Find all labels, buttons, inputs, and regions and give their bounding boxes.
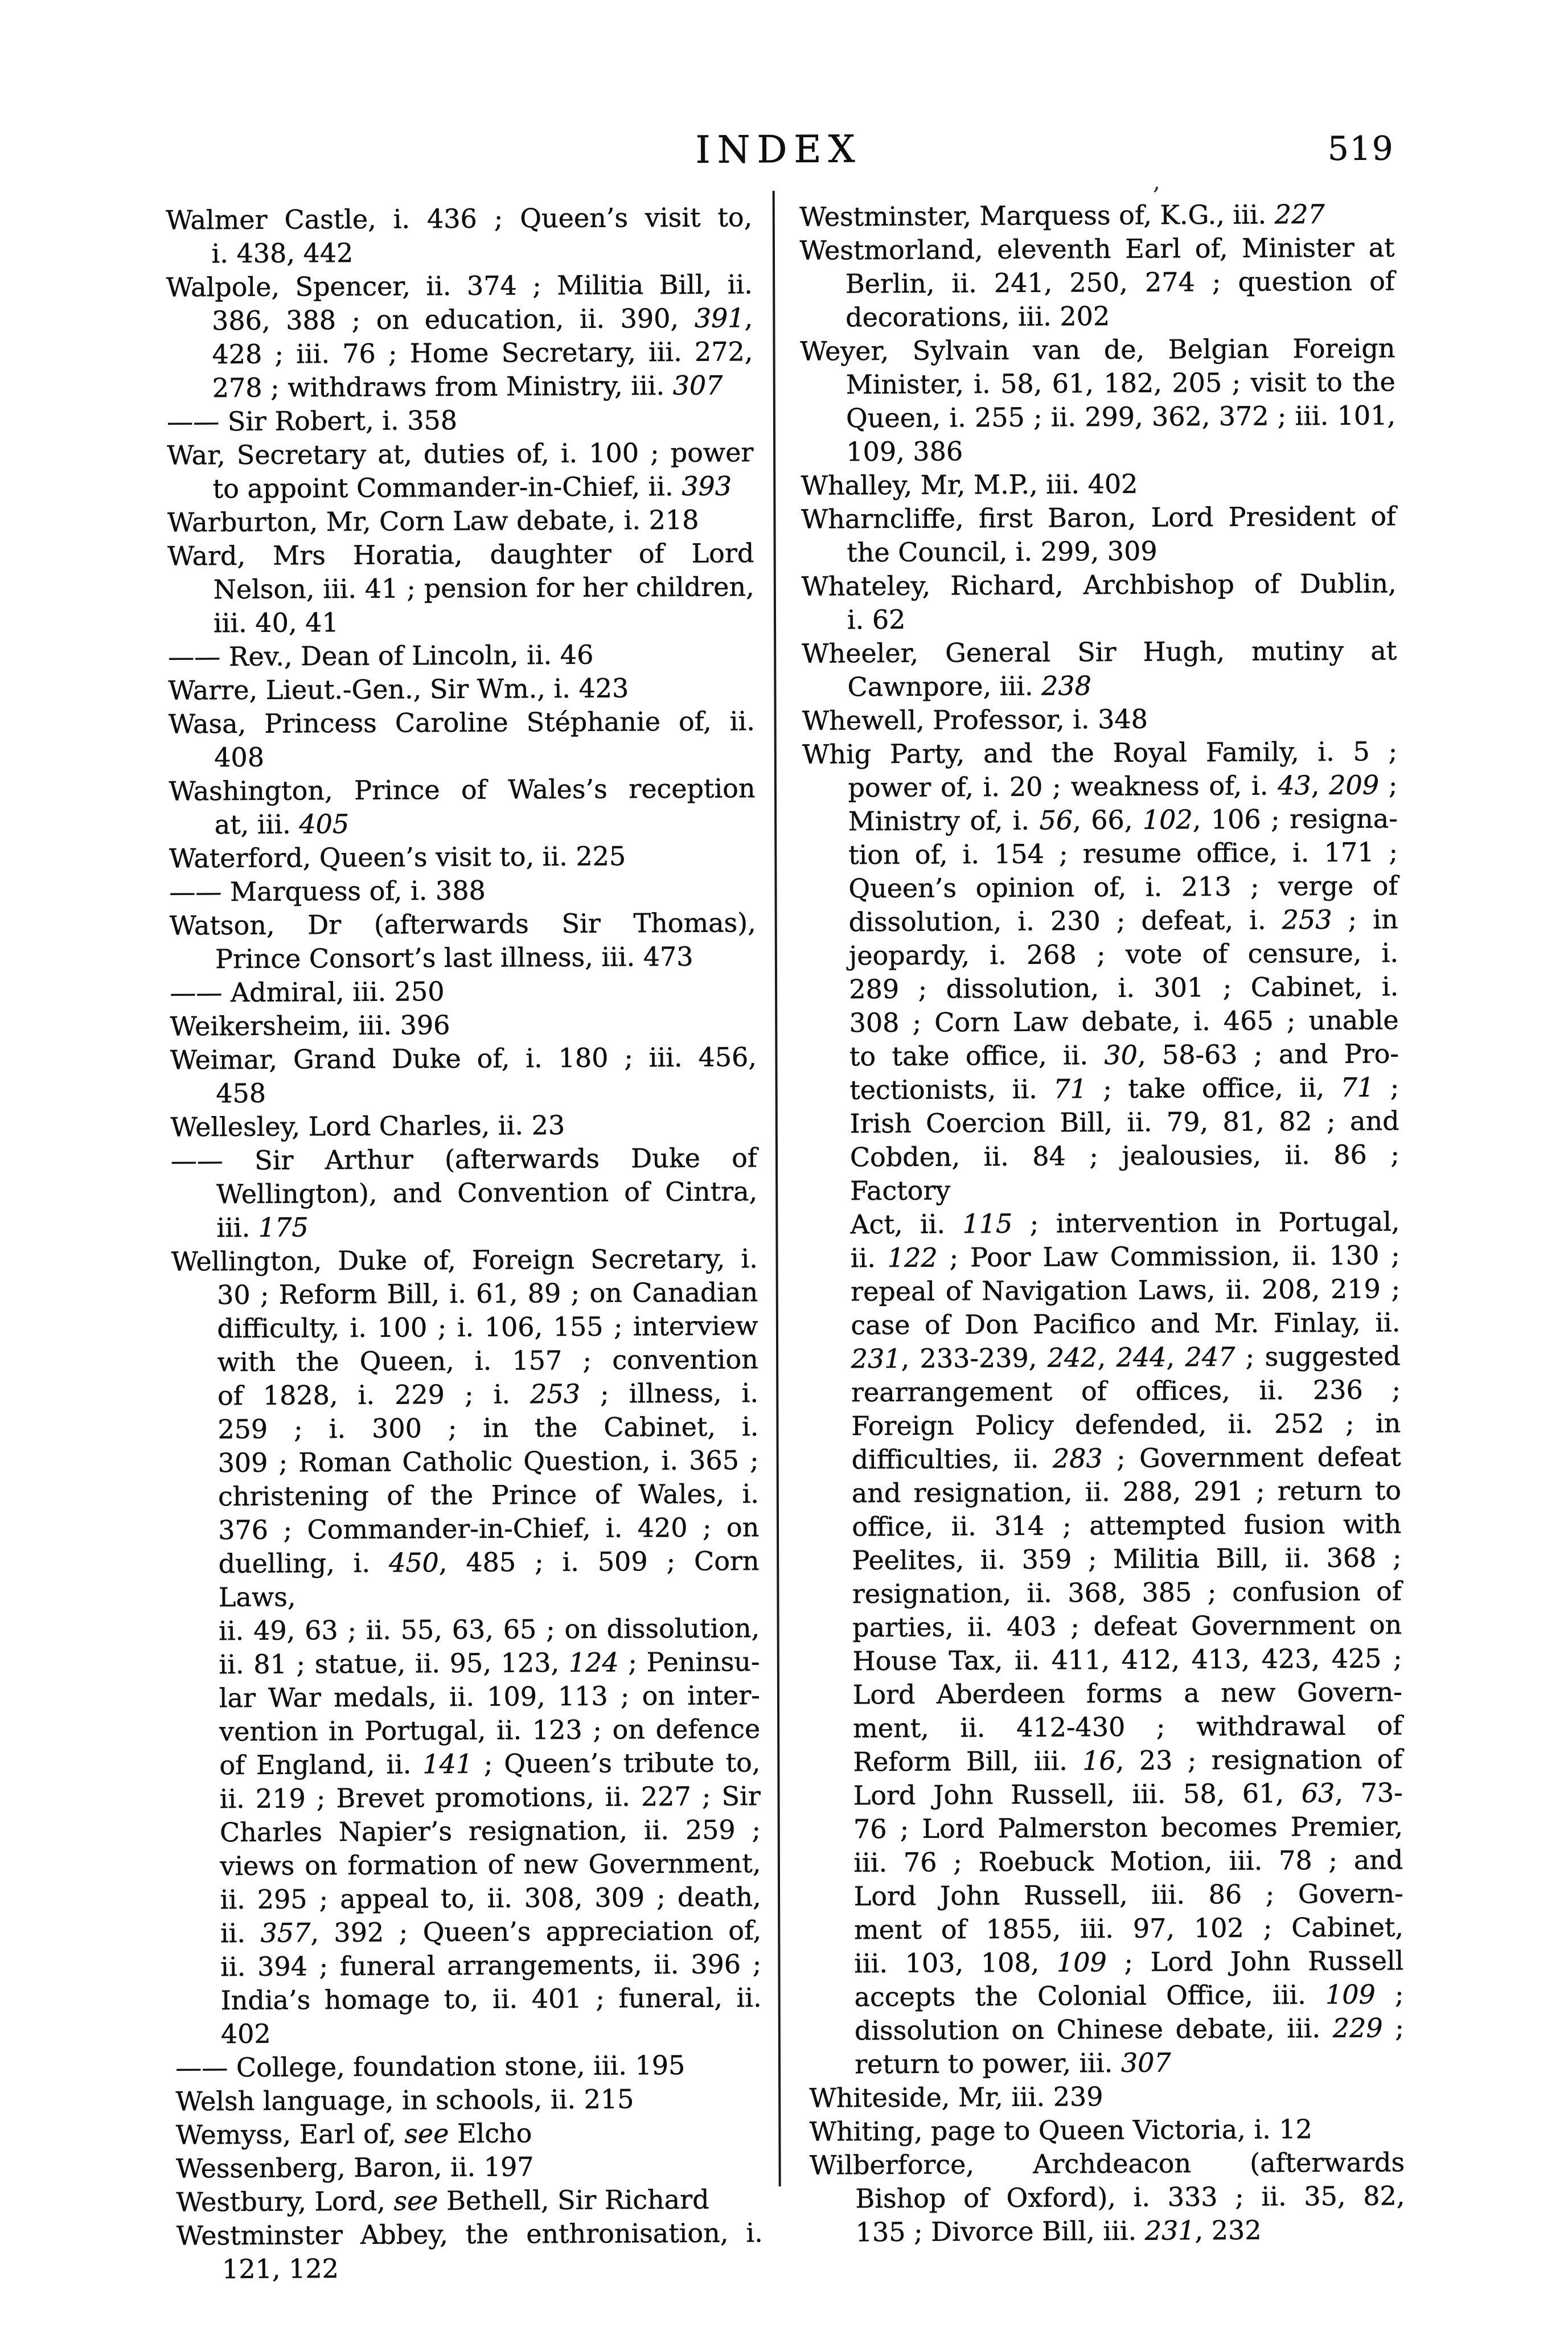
index-entry-line: i. 438, 442 (211, 237, 354, 269)
index-entry (802, 734, 1404, 2081)
index-entry-line: Whiting, page to Queen Victoria, i. 12 (809, 2114, 1313, 2147)
index-entry-line: Wheeler, General Sir Hugh, mutiny at (802, 635, 1397, 669)
index-entry-line: ii. 81 ; statue, ii. 95, 123, 124 ; Peninsu- (219, 1646, 760, 1680)
index-entry-line: Minister, i. 58, 61, 182, 205 ; visit to the (845, 366, 1395, 400)
index-entry-line: Queen, i. 255 ; ii. 299, 362, 372 ; iii. 101, (845, 400, 1396, 434)
index-entry-line: Prince Consort’s last illness, iii. 473 (215, 941, 693, 975)
index-entry-line: Wasa, Princess Caroline Stéphanie of, ii. (168, 705, 756, 740)
index-entry-line: Weimar, Grand Duke of, i. 180 ; iii. 456, (170, 1041, 757, 1076)
index-entry (171, 1242, 762, 2051)
index-entry (170, 1107, 757, 1144)
index-entry-line: Bishop of Oxford), i. 333 ; ii. 35, 82, (855, 2180, 1405, 2214)
index-entry-line: ment, ii. 412-430 ; withdrawal of (852, 1710, 1403, 1744)
index-entry-line: christening of the Prince of Wales, i. (217, 1478, 760, 1512)
index-entry (169, 772, 756, 842)
index-entry-line: iii. 103, 108, 109 ; Lord John Russell (854, 1945, 1404, 1979)
index-entry-line: Charles Napier’s resignation, ii. 259 ; (219, 1814, 761, 1848)
index-entry (176, 2149, 762, 2185)
index-entry-line: —— College, foundation stone, iii. 195 (175, 2049, 686, 2083)
index-entry-line: Irish Coercion Bill, ii. 79, 81, 82 ; and (849, 1105, 1399, 1139)
index-entry-line: Lord John Russell, iii. 58, 61, 63, 73- (853, 1777, 1403, 1811)
index-entry-line: tectionists, ii. 71 ; take office, ii, 71 ; (849, 1072, 1399, 1106)
index-entry-line: iii. 76 ; Roebuck Motion, iii. 78 ; and (853, 1844, 1403, 1878)
index-entry-line: Berlin, ii. 241, 250, 274 ; question of (845, 265, 1395, 299)
index-entry (175, 2082, 762, 2118)
index-entry (799, 231, 1395, 334)
index-entry-line: case of Don Pacifico and Mr. Finlay, ii. (851, 1307, 1401, 1341)
index-entry (809, 2078, 1404, 2115)
index-entry-line: dissolution, i. 230 ; defeat, i. 253 ; in (848, 904, 1398, 938)
index-entry-line: at, iii. 405 (214, 808, 350, 840)
index-entry (167, 503, 754, 539)
index-entry-line: Weikersheim, iii. 396 (170, 1010, 450, 1042)
index-entry-line: Wellesley, Lord Charles, ii. 23 (170, 1110, 565, 1143)
index-entry-line: 231, 233-239, 242, 244, 247 ; suggested (851, 1340, 1401, 1374)
index-entry (171, 1141, 758, 1245)
index-entry-line: Walpole, Spencer, ii. 374 ; Militia Bill, ii. (166, 269, 753, 303)
index-entry-line: Foreign Policy defended, ii. 252 ; in (851, 1407, 1401, 1442)
index-entry-line: Act, ii. 115 ; intervention in Portugal, (850, 1206, 1400, 1240)
index-entry-line: Lord Aberdeen forms a new Govern- (852, 1676, 1402, 1710)
index-entry-line: Westminster Abbey, the enthronisation, i. (176, 2217, 763, 2251)
index-entry-line: Westmorland, eleventh Earl of, Minister at (799, 232, 1395, 266)
index-entry-line: 109, 386 (846, 436, 963, 467)
index-entry-line: Warre, Lieut.-Gen., Sir Wm., i. 423 (168, 672, 629, 706)
index-entry-line: ii. 357, 392 ; Queen’s appreciation of, (220, 1915, 762, 1949)
index-entry-line: 386, 388 ; on education, ii. 390, 391, (212, 302, 753, 337)
index-entry-line: return to power, iii. 307 (855, 2047, 1171, 2080)
index-entry-line: Cawnpore, iii. 238 (847, 670, 1092, 703)
index-entry-line: ii. 49, 63 ; ii. 55, 63, 65 ; on dissolution, (219, 1612, 760, 1647)
index-column-left (166, 200, 763, 2286)
index-entry-line: Welsh language, in schools, ii. 215 (175, 2083, 634, 2117)
index-entry-line: Watson, Dr (afterwards Sir Thomas), (169, 907, 756, 941)
column-divider-rule (773, 191, 781, 2186)
index-entry-line: —— Marquess of, i. 388 (169, 875, 486, 908)
index-entry-line: Whewell, Professor, i. 348 (802, 703, 1148, 736)
index-entry-line: —— Rev., Dean of Lincoln, ii. 46 (168, 639, 594, 672)
index-entry-line: 428 ; iii. 76 ; Home Secretary, iii. 272, (212, 336, 753, 370)
index-entry-line: to take office, ii. 30, 58-63 ; and Pro- (849, 1038, 1399, 1072)
index-entry-line: power of, i. 20 ; weakness of, i. 43, 209 ; (848, 769, 1398, 803)
index-entry-line: the Council, i. 299, 309 (847, 535, 1157, 568)
index-entry-line: Ward, Mrs Horatia, daughter of Lord (167, 537, 754, 572)
index-entry (167, 536, 754, 640)
index-entry (810, 2112, 1405, 2148)
index-entry-line: War, Secretary at, duties of, i. 100 ; power (167, 437, 754, 471)
index-entry-line: —— Sir Arthur (afterwards Duke of (170, 1142, 758, 1176)
index-entry-line: Wemyss, Earl of, see Elcho (175, 2118, 532, 2151)
stray-ink-mark: , (1152, 169, 1160, 195)
index-entry-line: Nelson, iii. 41 ; pension for her children, (213, 571, 754, 605)
index-entry-line: of 1828, i. 229 ; i. 253 ; illness, i. (217, 1377, 759, 1411)
index-entry (167, 436, 754, 506)
index-entry-line: Wellington), and Convention of Cintra, (216, 1176, 758, 1210)
index-entry-line: Peelites, ii. 359 ; Militia Bill, ii. 368 ; (852, 1542, 1402, 1576)
index-entry (802, 634, 1397, 704)
index-entry-line: iii. 175 (216, 1212, 309, 1244)
index-entry-line: rearrangement of offices, ii. 236 ; (851, 1374, 1401, 1408)
index-entry-line: 458 (216, 1077, 266, 1109)
index-entry-line: 376 ; Commander-in-Chief, i. 420 ; on (218, 1512, 760, 1546)
index-entry-line: —— Sir Robert, i. 358 (166, 404, 458, 437)
index-entry-line: Warburton, Mr, Corn Law debate, i. 218 (167, 504, 699, 538)
index-entry-line: 308 ; Corn Law debate, i. 465 ; unable (849, 1004, 1399, 1039)
index-entry (176, 2115, 762, 2152)
index-entry-line: 289 ; dissolution, i. 301 ; Cabinet, i. (849, 971, 1399, 1005)
index-entry (169, 872, 756, 909)
index-entry-line: dissolution on Chinese debate, iii. 229 ; (854, 2012, 1405, 2046)
index-entry (169, 839, 756, 875)
index-entry (169, 704, 756, 774)
index-entry (170, 1007, 757, 1043)
index-entry-line: Waterford, Queen’s visit to, ii. 225 (169, 840, 626, 874)
index-entry-line: difficulties, ii. 283 ; Government defeat (851, 1441, 1401, 1475)
index-entry-line: Wharncliffe, first Baron, Lord President of (801, 500, 1397, 535)
index-entry (175, 2048, 762, 2084)
index-entry-line: Westbury, Lord, see Bethell, Sir Richard (176, 2184, 709, 2218)
index-entry-line: lar War medals, ii. 109, 113 ; on inter- (219, 1680, 760, 1714)
index-entry-line: Cobden, ii. 84 ; jealousies, ii. 86 ; Factory (849, 1139, 1400, 1207)
index-entry (170, 1040, 757, 1110)
index-entry-line: Wilberforce, Archdeacon (afterwards (810, 2147, 1405, 2181)
index-entry (166, 200, 753, 270)
index-entry-line: India’s homage to, ii. 401 ; funeral, ii. 402 (220, 1982, 762, 2050)
index-entry (176, 2216, 764, 2286)
index-column-right (799, 197, 1405, 2249)
index-entry (802, 701, 1397, 737)
index-entry-line: 309 ; Roman Catholic Question, i. 365 ; (217, 1445, 759, 1479)
index-entry-line: repeal of Navigation Laws, ii. 208, 219 ; (850, 1273, 1401, 1307)
index-entry-line: jeopardy, i. 268 ; vote of censure, i. (848, 937, 1399, 971)
index-entry-line: Ministry of, i. 56, 66, 102, 106 ; resigna- (848, 803, 1398, 837)
index-entry-line: Wellington, Duke of, Foreign Secretary, i. (171, 1243, 758, 1277)
index-entry-line: ii. 219 ; Brevet promotions, ii. 227 ; Sir (219, 1780, 761, 1815)
index-entry (799, 197, 1394, 233)
index-entry-line: ii. 394 ; funeral arrangements, ii. 396 ; (220, 1948, 762, 1983)
index-entry-line: and resignation, ii. 288, 291 ; return to (851, 1475, 1402, 1509)
index-entry-line: Lord John Russell, iii. 86 ; Govern- (853, 1878, 1403, 1912)
index-entry-line: Whiteside, Mr, iii. 239 (809, 2081, 1103, 2114)
index-entry-line: Washington, Prince of Wales’s reception (169, 773, 756, 807)
index-entry-line: parties, ii. 403 ; defeat Government on (852, 1609, 1402, 1643)
index-entry (800, 331, 1395, 469)
index-entry-line: Whateley, Richard, Archbishop of Dublin, (801, 568, 1397, 602)
index-entry-line: 76 ; Lord Palmerston becomes Premier, (853, 1811, 1403, 1845)
index-entry (166, 268, 753, 405)
index-entry-line: Walmer Castle, i. 436 ; Queen’s visit to, (166, 202, 753, 236)
index-entry-line: Queen’s opinion of, i. 213 ; verge of (848, 870, 1398, 904)
index-entry-line: duelling, i. 450, 485 ; i. 509 ; Corn Laws, (218, 1545, 760, 1613)
index-entry-line: with the Queen, i. 157 ; convention (217, 1344, 758, 1378)
index-entry-line: views on formation of new Government, (220, 1848, 761, 1882)
index-entry-line: Weyer, Sylvain van de, Belgian Foreign (800, 333, 1395, 367)
index-entry-line: iii. 40, 41 (213, 607, 339, 639)
index-entry-line: resignation, ii. 368, 385 ; confusion of (852, 1575, 1402, 1610)
index-entry (168, 637, 754, 674)
index-entry-line: House Tax, ii. 411, 412, 413, 423, 425 ; (852, 1643, 1402, 1677)
index-entry-line: of England, ii. 141 ; Queen’s tribute to, (219, 1747, 761, 1781)
index-entry-line: 278 ; withdraws from Ministry, iii. 307 (212, 370, 723, 404)
index-entry-line: Whig Party, and the Royal Family, i. 5 ; (802, 736, 1398, 770)
index-entry-line: difficulty, i. 100 ; i. 106, 155 ; interview (217, 1310, 758, 1344)
page-title: INDEX (695, 127, 862, 172)
index-entry-line: —— Admiral, iii. 250 (170, 976, 445, 1008)
index-entry-line: tion of, i. 154 ; resume office, i. 171 ; (848, 836, 1398, 871)
page-number: 519 (1327, 129, 1394, 168)
index-entry-line: ment of 1855, iii. 97, 102 ; Cabinet, (853, 1911, 1404, 1946)
index-entry-line: Whalley, Mr, M.P., iii. 402 (801, 468, 1138, 501)
index-entry-line: 121, 122 (221, 2253, 339, 2285)
index-entry-line: to appoint Commander-in-Chief, ii. 393 (212, 470, 732, 504)
index-entry-line: Reform Bill, iii. 16, 23 ; resignation of (853, 1743, 1403, 1778)
index-entry-line: 30 ; Reform Bill, i. 61, 89 ; on Canadian (216, 1277, 758, 1311)
index-entry (170, 906, 757, 976)
index-entry-line: decorations, iii. 202 (845, 300, 1110, 333)
index-entry (801, 499, 1397, 569)
index-entry-line: accepts the Colonial Office, iii. 109 ; (854, 1979, 1404, 2013)
index-entry (170, 973, 756, 1010)
index-entry (176, 2182, 762, 2219)
index-entry-line: i. 62 (847, 604, 906, 635)
index-entry-line: office, ii. 314 ; attempted fusion with (852, 1508, 1402, 1542)
index-entry-line: 135 ; Divorce Bill, iii. 231, 232 (855, 2214, 1262, 2248)
index-entry-line: ii. 122 ; Poor Law Commission, ii. 130 ; (850, 1240, 1400, 1274)
index-entry (801, 466, 1396, 502)
index-entry-line: 408 (214, 741, 265, 773)
index-entry (168, 671, 754, 707)
index-entry-line: ii. 295 ; appeal to, ii. 308, 309 ; death, (220, 1881, 761, 1915)
index-entry-line: Wessenberg, Baron, ii. 197 (176, 2151, 534, 2184)
index-entry-line: Westminster, Marquess of, K.G., iii. 227 (799, 199, 1325, 232)
index-entry-line: vention in Portugal, ii. 123 ; on defence (219, 1713, 761, 1747)
index-entry-line: 259 ; i. 300 ; in the Cabinet, i. (217, 1411, 759, 1445)
index-entry (810, 2145, 1405, 2249)
index-entry (801, 567, 1397, 637)
index-entry (167, 402, 753, 438)
